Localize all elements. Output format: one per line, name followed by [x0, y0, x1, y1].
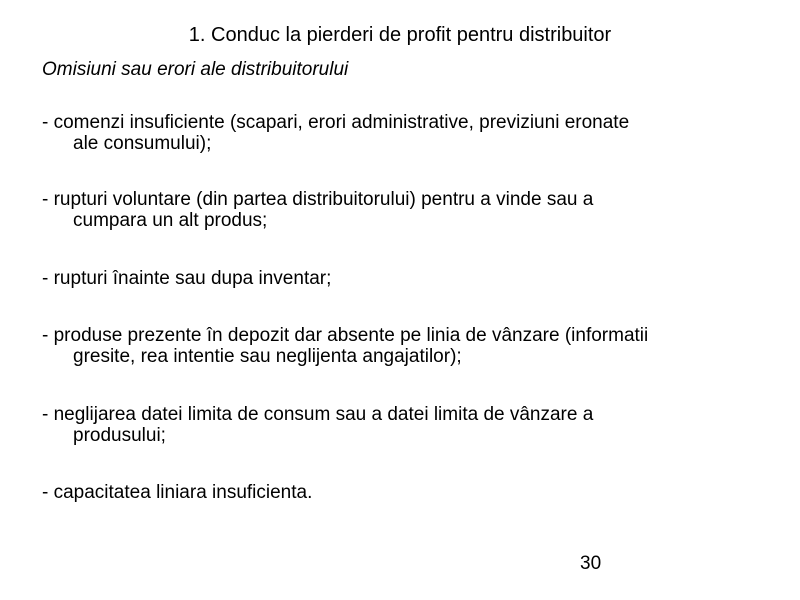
bullet-item-line: - comenzi insuficiente (scapari, erori administrative, previziuni eronate: [42, 112, 630, 133]
bullet-item: [42, 189, 762, 231]
bullet-item-line: - capacitatea liniara insuficienta.: [42, 482, 313, 503]
bullet-item: [42, 112, 762, 154]
bullet-item: [42, 482, 762, 503]
bullet-item: [42, 268, 762, 289]
bullet-item-continuation: cumpara un alt produs;: [73, 210, 268, 231]
bullet-item: [42, 325, 762, 367]
bullet-item-line: - rupturi voluntare (din partea distribuitorului) pentru a vinde sau a: [42, 189, 594, 210]
page-number: 30: [580, 553, 602, 574]
bullet-item-line: - rupturi înainte sau dupa inventar;: [42, 268, 332, 289]
slide-subtitle: Omisiuni sau erori ale distribuitorului: [42, 59, 349, 80]
bullet-item-continuation: gresite, rea intentie sau neglijenta angajatilor);: [73, 346, 462, 367]
slide-title: 1. Conduc la pierderi de profit pentru distribuitor: [188, 24, 612, 46]
bullet-item-line: - produse prezente în depozit dar absente pe linia de vânzare (informatii: [42, 325, 649, 346]
bullet-item: [42, 404, 762, 446]
bullet-item-line: - neglijarea datei limita de consum sau a datei limita de vânzare a: [42, 404, 594, 425]
bullet-item-continuation: produsului;: [73, 425, 166, 446]
bullet-item-continuation: ale consumului);: [73, 133, 212, 154]
